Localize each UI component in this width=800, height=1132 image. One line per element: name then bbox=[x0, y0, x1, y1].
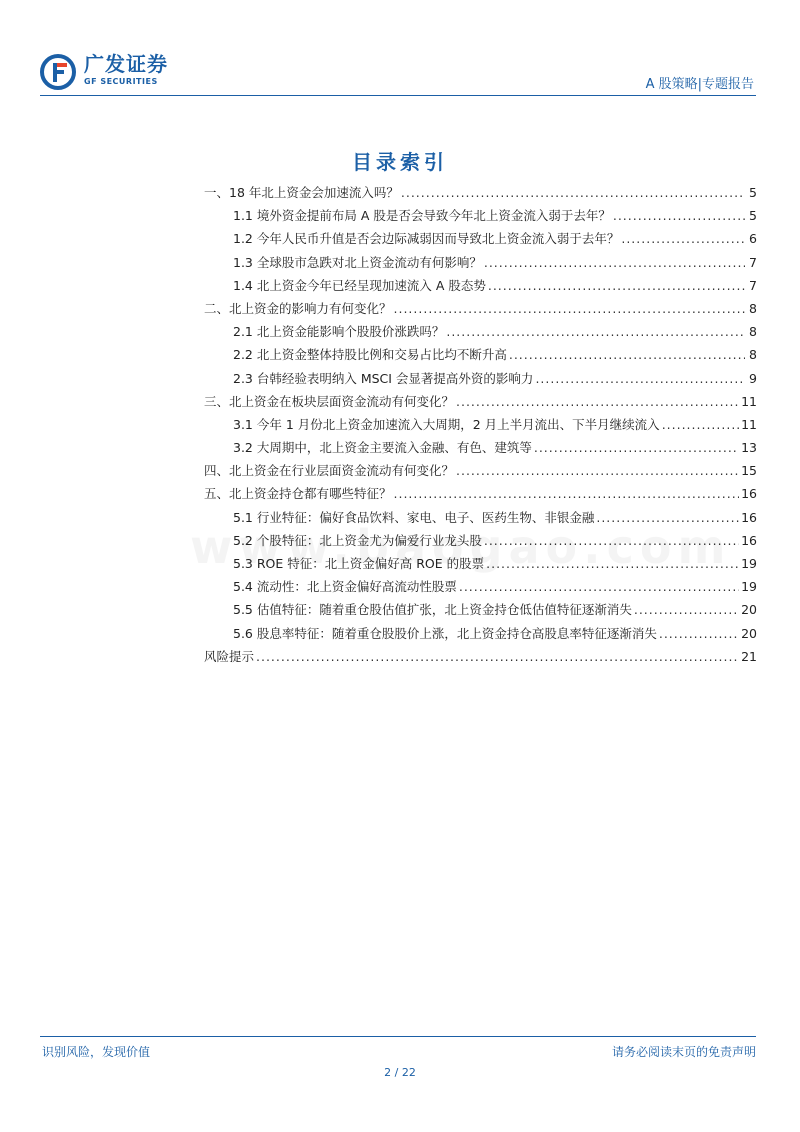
toc-entry-label: 五、北上资金持仓都有哪些特征？ bbox=[204, 486, 392, 502]
toc-entry-label: 1.2 今年人民币升值是否会边际减弱因而导致北上资金流入弱于去年？ bbox=[233, 231, 620, 247]
toc-leader-dots bbox=[484, 251, 745, 274]
toc-entry[interactable] bbox=[204, 645, 757, 668]
toc-leader-dots bbox=[446, 320, 745, 343]
page-number: 2 / 22 bbox=[384, 1066, 416, 1079]
toc-leader-dots bbox=[509, 343, 745, 366]
footer-slogan: 识别风险，发现价值 bbox=[42, 1045, 151, 1059]
toc-leader-dots bbox=[488, 274, 745, 297]
toc-entry[interactable] bbox=[204, 320, 757, 343]
toc-entry-label: 2.1 北上资金能影响个股股价涨跌吗？ bbox=[233, 324, 445, 340]
toc-entry[interactable] bbox=[204, 251, 757, 274]
toc-entry-label: 2.3 台韩经验表明纳入 MSCI 会显著提高外资的影响力 bbox=[233, 370, 534, 386]
toc-entry-label: 5.5 估值特征：随着重仓股估值扩张，北上资金持仓低估值特征逐渐消失 bbox=[233, 602, 632, 618]
toc-entry-page: 16 bbox=[741, 509, 757, 525]
toc-leader-dots bbox=[596, 506, 739, 529]
toc-entry[interactable] bbox=[204, 552, 757, 575]
toc-leader-dots bbox=[613, 204, 745, 227]
toc-entry-page: 11 bbox=[741, 393, 757, 409]
toc-entry-label: 1.4 北上资金今年已经呈现加速流入 A 股态势 bbox=[233, 277, 486, 293]
toc-entry-label: 5.2 个股特征：北上资金尤为偏爱行业龙头股 bbox=[233, 532, 482, 548]
toc-entry-page: 19 bbox=[741, 579, 757, 595]
toc-entry-page: 6 bbox=[749, 231, 757, 247]
toc-entry-page: 20 bbox=[741, 625, 757, 641]
toc-entry-label: 5.4 流动性：北上资金偏好高流动性股票 bbox=[233, 579, 457, 595]
toc-leader-dots bbox=[662, 413, 739, 436]
toc-entry[interactable] bbox=[204, 459, 757, 482]
toc-entry[interactable] bbox=[204, 622, 757, 645]
toc-entry-label: 三、北上资金在板块层面资金流动有何变化？ bbox=[204, 393, 455, 409]
toc-entry-page: 7 bbox=[749, 277, 757, 293]
toc-entry-page: 11 bbox=[741, 416, 757, 432]
toc-entry-label: 5.3 ROE 特征：北上资金偏好高 ROE 的股票 bbox=[233, 556, 485, 571]
toc-entry-page: 8 bbox=[749, 347, 757, 363]
toc-leader-dots bbox=[459, 575, 739, 598]
toc-entry[interactable] bbox=[204, 390, 757, 413]
logo-english-name: GF SECURITIES bbox=[84, 77, 158, 86]
toc-entry-label: 3.2 大周期中，北上资金主要流入金融、有色、建筑等 bbox=[233, 440, 532, 456]
toc-entry-label: 5.6 股息率特征：随着重仓股股价上涨，北上资金持仓高股息率特征逐渐消失 bbox=[233, 625, 657, 641]
toc-leader-dots bbox=[486, 552, 739, 575]
toc-leader-dots bbox=[456, 459, 739, 482]
toc-entry-page: 9 bbox=[749, 370, 757, 386]
toc-entry-page: 8 bbox=[749, 324, 757, 340]
report-type-label: A 股策略|专题报告 bbox=[645, 77, 754, 92]
toc-entry-page: 7 bbox=[749, 254, 757, 270]
toc-leader-dots bbox=[456, 390, 739, 413]
toc-entry[interactable] bbox=[204, 367, 757, 390]
toc-entry-page: 20 bbox=[741, 602, 757, 618]
toc-leader-dots bbox=[534, 436, 739, 459]
toc-entry-label: 一、18 年北上资金会加速流入吗？ bbox=[204, 185, 399, 200]
toc-leader-dots bbox=[535, 367, 745, 390]
toc-entry[interactable] bbox=[204, 506, 757, 529]
toc-entry[interactable] bbox=[204, 598, 757, 621]
toc-entry-page: 21 bbox=[741, 648, 757, 664]
toc-entry[interactable] bbox=[204, 227, 757, 250]
toc-leader-dots bbox=[634, 598, 739, 621]
toc-title: 目录索引 bbox=[352, 150, 448, 174]
toc-entry[interactable] bbox=[204, 482, 757, 505]
toc-leader-dots bbox=[484, 529, 739, 552]
toc-entry-page: 5 bbox=[749, 208, 757, 224]
toc-entry[interactable] bbox=[204, 343, 757, 366]
toc-entry[interactable] bbox=[204, 297, 757, 320]
toc-entry-label: 风险提示 bbox=[204, 648, 255, 664]
toc-entry-page: 15 bbox=[741, 463, 757, 479]
gf-logo-icon bbox=[40, 54, 76, 90]
toc-entry-page: 13 bbox=[741, 440, 757, 456]
footer-divider bbox=[40, 1036, 756, 1037]
toc-entry[interactable] bbox=[204, 181, 757, 204]
toc-entry-page: 8 bbox=[749, 300, 757, 316]
toc-leader-dots bbox=[394, 297, 745, 320]
toc-leader-dots bbox=[394, 482, 740, 505]
logo-chinese-name: 广发证券 bbox=[84, 52, 168, 76]
toc-entry-label: 四、北上资金在行业层面资金流动有何变化？ bbox=[204, 463, 455, 479]
footer-disclaimer-note: 请务必阅读末页的免责声明 bbox=[611, 1045, 756, 1059]
toc-entry-label: 二、北上资金的影响力有何变化？ bbox=[204, 300, 392, 316]
toc-entry[interactable] bbox=[204, 436, 757, 459]
toc-entry[interactable] bbox=[204, 413, 757, 436]
toc-entry-page: 5 bbox=[749, 185, 757, 200]
toc-entry-page: 16 bbox=[741, 486, 757, 502]
header-divider bbox=[40, 95, 756, 96]
toc-leader-dots bbox=[401, 181, 745, 204]
toc-leader-dots bbox=[621, 227, 745, 250]
table-of-contents bbox=[204, 181, 757, 668]
page-header bbox=[40, 50, 756, 94]
toc-leader-dots bbox=[659, 622, 739, 645]
toc-entry-label: 1.1 境外资金提前布局 A 股是否会导致今年北上资金流入弱于去年？ bbox=[233, 208, 611, 224]
toc-entry[interactable] bbox=[204, 274, 757, 297]
toc-entry[interactable] bbox=[204, 575, 757, 598]
toc-entry-label: 1.3 全球股市急跌对北上资金流动有何影响？ bbox=[233, 254, 482, 270]
toc-entry-page: 19 bbox=[741, 556, 757, 571]
toc-entry-label: 3.1 今年 1 月份北上资金加速流入大周期，2 月上半月流出、下半月继续流入 bbox=[233, 416, 660, 432]
toc-entry-label: 5.1 行业特征：偏好食品饮料、家电、电子、医药生物、非银金融 bbox=[233, 509, 595, 525]
toc-entry[interactable] bbox=[204, 204, 757, 227]
toc-entry[interactable] bbox=[204, 529, 757, 552]
toc-entry-page: 16 bbox=[741, 532, 757, 548]
toc-entry-label: 2.2 北上资金整体持股比例和交易占比均不断升高 bbox=[233, 347, 507, 363]
toc-leader-dots bbox=[256, 645, 739, 668]
